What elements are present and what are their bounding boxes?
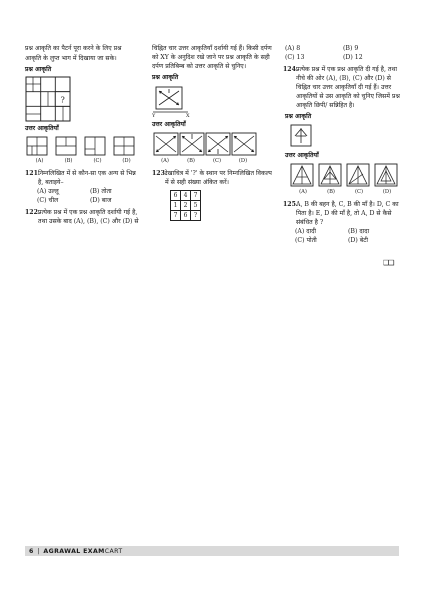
answer-label: (C) [354,189,364,195]
question-123-options [283,44,401,62]
option-d[interactable]: (D) 12 [343,54,363,61]
answer-figures-heading: उत्तर आकृतियाँ [152,121,186,128]
answer-figure-a [27,137,47,155]
grid-cell: 6 [171,191,181,201]
embedded-answer-figures [289,162,401,188]
answer-labels [289,188,401,197]
option-c[interactable]: (C) 13 [285,54,305,61]
answer-label: (D) [238,158,248,164]
answer-figures-heading: उत्तर आकृतियाँ [285,152,319,159]
option-b[interactable]: (B) दादा [348,228,370,235]
grid-row [171,211,201,221]
brand-name-bold: AGRAWAL EXAM [43,547,105,555]
pattern-question-figure [25,76,71,122]
grid-cell: ? [191,211,201,221]
question-figure-heading: प्रश्न आकृति [152,74,179,81]
question-text: A, B की बहन है, C, B की माँ है। D, C का पिता है। E, D की माँ है, तो A, D से कैसे संबंधित है ? [296,201,399,226]
answer-figure-a [154,133,178,155]
question-121-options [25,187,143,205]
mirror-axis-y: Y [152,113,156,118]
option-b[interactable]: (B) तोता [90,188,112,195]
question-124 [283,65,401,110]
question-number: 123. [152,170,168,177]
missing-part-mark: ? [60,95,65,105]
question-number: 122. [25,209,41,216]
option-b[interactable]: (B) 9 [343,45,359,52]
question-125 [283,200,401,227]
grid-cell: 1 [171,201,181,211]
question-text: रेखाचित्र में '?' के स्थान पर निम्नलिखित विकल्प में से सही संख्या अंकित करें। [165,170,272,186]
answer-label: (C) [212,158,222,164]
answer-label: (D) [382,189,392,195]
question-figure-heading: प्रश्न आकृति [285,113,312,120]
option-d[interactable]: (D) बाज [90,197,112,204]
question-125-options [283,227,401,245]
option-a[interactable]: (A) 8 [285,45,301,52]
answer-labels [25,157,143,166]
mirror-answer-figures [152,131,260,157]
answer-figure-d [375,164,397,186]
answer-labels [152,157,276,166]
grid-cell: 7 [171,211,181,221]
answer-label: (A) [161,158,169,164]
answer-figure-b [56,137,76,155]
footer-separator: | [37,547,40,555]
question-number: 121. [25,170,41,177]
option-a[interactable]: (A) उल्लू [37,188,59,195]
answer-label: (B) [64,158,73,164]
question-number: 125. [283,201,299,208]
answer-label: (A) [35,158,44,164]
question-121 [25,169,143,187]
option-d[interactable]: (D) बेटी [348,237,369,244]
column-3 [283,44,401,245]
answer-label: (B) [187,158,195,164]
answer-label: (A) [299,189,307,195]
question-text: प्रत्येक प्रश्न में एक प्रश्न आकृति दर्शायी गई है, तथा उसके बाद (A), (B), (C) और (D) से [38,209,139,225]
answer-figure-b [180,133,204,155]
page-number: 6 [29,547,34,555]
mirror-axis-x: X [186,113,190,118]
answer-label: (D) [122,158,131,164]
answer-figure-a [291,164,313,186]
option-c[interactable]: (C) पोती [295,237,317,244]
intro-line-1: प्रश्न आकृति का पैटर्न पूरा करने के लिए प्रश्न [25,45,122,52]
column-2 [152,44,276,221]
end-of-section-mark: ❑❑ [383,259,394,267]
question-122 [25,208,143,226]
answer-figure-c [85,137,105,155]
question-text: प्रत्येक प्रश्न में एक प्रश्न आकृति दी गई है, तथा नीचे की ओर (A), (B), (C) और (D) से चिह्नित चार उत्तर आकृतियाँ दी गई हैं। उत्तर आकृतियों से उस आकृति को चुनिए जिसमें प्रश्न आकृति छिपी/ सन्निहित है। [296,66,400,109]
answer-figures-heading: उत्तर आकृतियाँ [25,125,59,132]
answer-label: (C) [93,158,102,164]
question-text: निम्नलिखित में से कौन-सा एक अन्य से भिन्न है, बताइये– [38,170,136,186]
answer-figure-c [347,164,369,186]
grid-cell: 4 [181,191,191,201]
answer-label: (B) [327,189,335,195]
intro-line-2: आकृति के लुप्त भाग में दिखाया जा सके। [25,55,117,62]
pattern-answer-figures [25,135,143,157]
grid-cell: 2 [181,201,191,211]
mirror-question-figure [152,84,192,118]
mirror-question-intro: चिह्नित चार उत्तर आकृतियाँ दर्शायी गई हैं। किसी दर्पण को XY के अनुदिश रखे जाने पर प्रश्न आकृति के सही दर्पण प्रतिबिम्ब को उत्तर आकृति से चुनिए। [152,45,272,70]
grid-row [171,191,201,201]
answer-figure-b [319,164,341,186]
answer-figure-d [114,137,134,155]
question-123 [152,169,276,187]
grid-cell: 7 [191,191,201,201]
page-footer [25,546,399,556]
option-a[interactable]: (A) दादी [295,228,317,235]
question-figure-heading: प्रश्न आकृति [25,66,52,73]
embedded-question-figure [289,123,319,149]
option-c[interactable]: (C) चील [37,197,59,204]
brand-name-light: CART [104,547,123,555]
question-number: 124. [283,66,299,73]
answer-figure-c [206,133,230,155]
grid-row [171,201,201,211]
number-grid [170,190,201,221]
grid-cell: 6 [181,211,191,221]
column-1 [25,44,143,226]
answer-figure-d [232,133,256,155]
grid-cell: 5 [191,201,201,211]
